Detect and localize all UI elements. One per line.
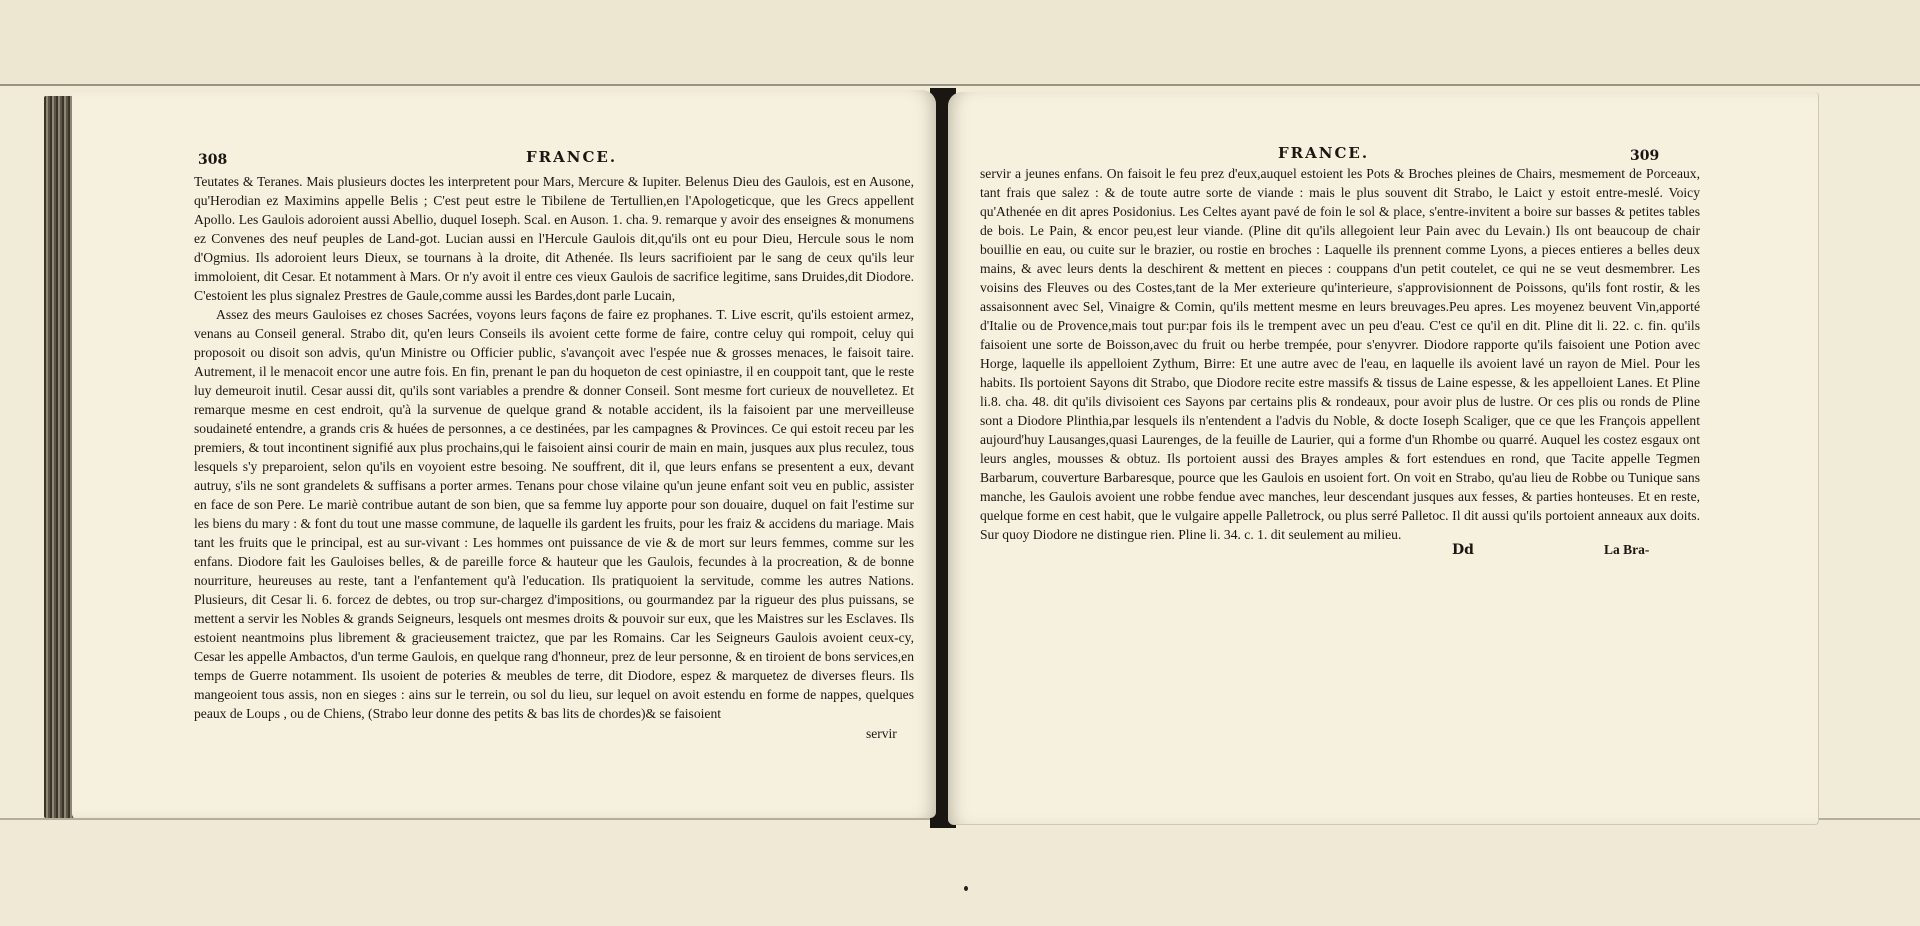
left-page-text [194, 172, 914, 723]
left-paragraph-1: Teutates & Teranes. Mais plusieurs doctes les interpretent pour Mars, Mercure & Iupiter. Belenus Dieu des Gaulois, est en Ausone, qu'Herodian ez Maximins appelle Belis ; C'est peut estre le Tibilene de Tertullien,en l'Apologeticque, que les Grecs appellent Apollo. Les Gaulois adoroient aussi Abellio, duquel Ioseph. Scal. en Auson. 1. cha. 9. remarque y avoir des enseignes & monumens ez Convenes des neuf peuples de Land-got. Lucian aussi en l'Hercule Gaulois dit,qu'ils ont eu pour Dieu, Hercule sous le nom d'Ogmius. Ils adoroient leurs Dieux, se tournans à la droite, dit Athenée. Ils leurs sacrifioient par le sang de ceux qu'ils leur immoloient, dit Cesar. Et notamment à Mars. Or n'y avoit il entre ces vieux Gaulois de sacrifice legitime, sans Druides,dit Diodore. C'estoient les plus signalez Prestres de Gaule,comme aussi les Bardes,dont parle Lucain, [194, 174, 914, 303]
right-paragraph-1: servir a jeunes enfans. On faisoit le feu prez d'eux,auquel estoient les Pots & Broches pleines de Chairs, mesmement de Porceaux, tant frais que salez : & de toute autre sorte de viande : mais le plus souvent dit Strabo, le Laict y estoit entre-meslé. Voicy qu'Athenée en dit apres Posidonius. Les Celtes ayant pavé de foin le sol & place, s'entre-invitent a boire sur basses & petites tables de bois. Le Pain, & encor peu,est leur viande. (Pline dit qu'ils allegoient leur Pain avec du Levain.) Ils ont beaucoup de chair bouillie en eau, ou cuite sur le brazier, ou rostie en broches : Laquelle ils prennent comme Lyons, a pieces entieres a belles deux mains, & avec leurs dents la deschirent & mettent en pieces : couppans d'un petit coutelet, ce qui ne se veut desmembrer. Les voisins des Fleuves ou des Costes,tant de la Mer exterieure qu'interieure, s'approvisionnent de Poissons, qu'ils font rostir, & les assaisonnent avec Sel, Vinaigre & Comin, qu'ils mettent mesme en leurs breuvages.Peu apres. Les moyenez beuvent Vin,apporté d'Italie ou de Provence,mais tout pur:par fois ils le trempent avec un peu d'eau. C'est ce qu'il en dit. Pline dit li. 22. c. fin. qu'ils faisoient une sorte de Boisson,avec du fruit ou herbe trempée, pour s'enyvrer. Diodore rapporte qu'ils faisoient une Potion avec Horge, laquelle ils appelloient Zythum, Birre: Et une autre avec de l'eau, en laquelle ils avoient lavé un rayon de Miel. Pour les habits. Ils portoient Sayons dit Strabo, que Diodore recite estre massifs & tissus de Laine espesse, & les appelloient Lanes. Et Pline li.8. cha. 48. dit qu'ils divisoient ces Sayons par certains plis & rondeaux, pour avoir plus de lustre. Or ces plis ou ronds de Pline sont a Diodore Plinthia,par lesquels ils n'entendent a l'advis du Noble, & docte Ioseph Scaliger, que ce que les François appellent aujourd'huy Lausanges,quasi Laurenges, de la feuille de Laurier, qui a forme d'un Rhombe ou quarré. Auquel les costez esgaux ont leurs angles, mousses & obtuz. Ils portoient aussi des Brayes amples & fort estendues en rond, que Tacite appelle Tegmen Barbarum, couverture Barbaresque, pource que les Gaulois en usoient fort. On voit en Strabo, qu'au lieu de Robbe ou Tunique sans manche, les Gaulois avoient une robbe fendue avec manches, leur descendant jusques aux fesses, & parties honteuses. Et en reste, quelque forme en cest habit, que le vulgaire appelle Palletrock, ou plus serré Palletoc. Il dit aussi qu'ils portoient anneaux aux doits. Sur quoy Diodore ne distingue rien. Pline li. 34. c. 1. dit seulement au milieu. [980, 166, 1700, 542]
catchword-left: servir [866, 726, 897, 741]
right-page-text [980, 164, 1700, 544]
left-paragraph-2: Assez des meurs Gauloises ez choses Sacrées, voyons leurs façons de faire ez prophanes. T. Live escrit, qu'ils estoient armez, venans au Conseil general. Strabo dit, qu'en leurs Conseils ils avoient cette forme de faire, contre celuy qui rompoit, celuy qui proposoit ou disoit son advis, qu'un Ministre ou Officier public, s'avançoit avec l'espée nue & grosses menaces, le faisoit taire. Autrement, il le menacoit encor une autre fois. En fin, prenant le pan du hoqueton de cest opiniastre, il en couppoit tant, que le reste luy demeuroit inutil. Cesar aussi dit, qu'ils sont variables a prendre & donner Conseil. Sont mesme fort curieux de nouvelletez. Et remarque mesme en cest endroit, qu'à la survenue de quelque grand & notable accident, ils la faisoient par une merveilleuse soudaineté entendre, a grands cris & huées de personnes, a ce destinées, par les campagnes & Provinces. Ce qui estoit receu par les premiers, & tout incontinent signifié aux plus prochains,qui le faisoient ainsi courir de main en main, jusques aux plus reculez, tous lesquels s'y preparoient, selon qu'ils en voyoient estre besoing. Ne souffrent, dit il, que leurs enfans se presentent a eux, devant autruy, s'ils ne sont grandelets & suffisans a porter armes. Tenans pour chose vilaine qu'un jeune enfant soit veu en public, assister en face de son Pere. Le mariè contribue autant de son bien, que sa femme luy apporte pour son douaire, duquel on fait l'estime sur les biens du mary : & font du tout une masse commune, de laquelle ils gardent les fruits, pour les fraiz & accidens du mariage. Mais tant les fruits que le principal, est au sur-vivant : Les hommes ont puissance de vie & de mort sur leurs femmes, comme sur les enfans. Diodore fait les Gauloises belles, & de pareille force & hauteur que les Gaulois, fecundes à la procreation, & de bonne nourriture, heureuses au reste, tant a l'enfantement qu'à l'education. Ils pratiquoient la servitude, comme les autres Nations. Plusieurs, dit Cesar li. 6. forcez de debtes, ou trop sur-chargez d'impositions, ou gourmandez par la rigueur des plus puissans, se mettent a servir les Nobles & grands Seigneurs, lesquels ont mesmes droits & pouvoir sur eux, que les Maistres sur les Esclaves. Ils estoient neantmoins plus librement & gracieusement traictez, que par les Romains. Car les Seigneurs Gaulois avoient ceux-cy, Cesar les appelle Ambactos, d'un terme Gaulois, en quelque rang d'honneur, prez de leur personne, & en tiroient de bons services,en temps de Guerre notamment. Ils usoient de poteries & meubles de terre, dit Diodore, espez & marquetez de diverses fleurs. Ils mangeoient tous assis, non en sieges : ains sur le terrein, ou sol du lieu, sur lequel on avoit estendu en forme de nappes, quelques peaux de Loups , ou de Chiens, (Strabo leur donne des petits & bas lits de chordes)& se faisoient [194, 307, 914, 721]
ink-speck [964, 886, 968, 891]
bottom-paper-strip [0, 818, 1920, 926]
page-number-left: 308 [198, 152, 228, 168]
top-paper-strip [0, 0, 1920, 86]
book-fore-edge [44, 96, 74, 818]
right-page [948, 92, 1819, 825]
catchword-right: La Bra- [1604, 542, 1650, 557]
running-head-right: FRANCE. [1278, 144, 1370, 162]
running-head-left: FRANCE. [526, 148, 618, 166]
page-number-right: 309 [1630, 148, 1660, 164]
left-page [72, 90, 936, 818]
signature-mark: Dd [1452, 542, 1474, 558]
